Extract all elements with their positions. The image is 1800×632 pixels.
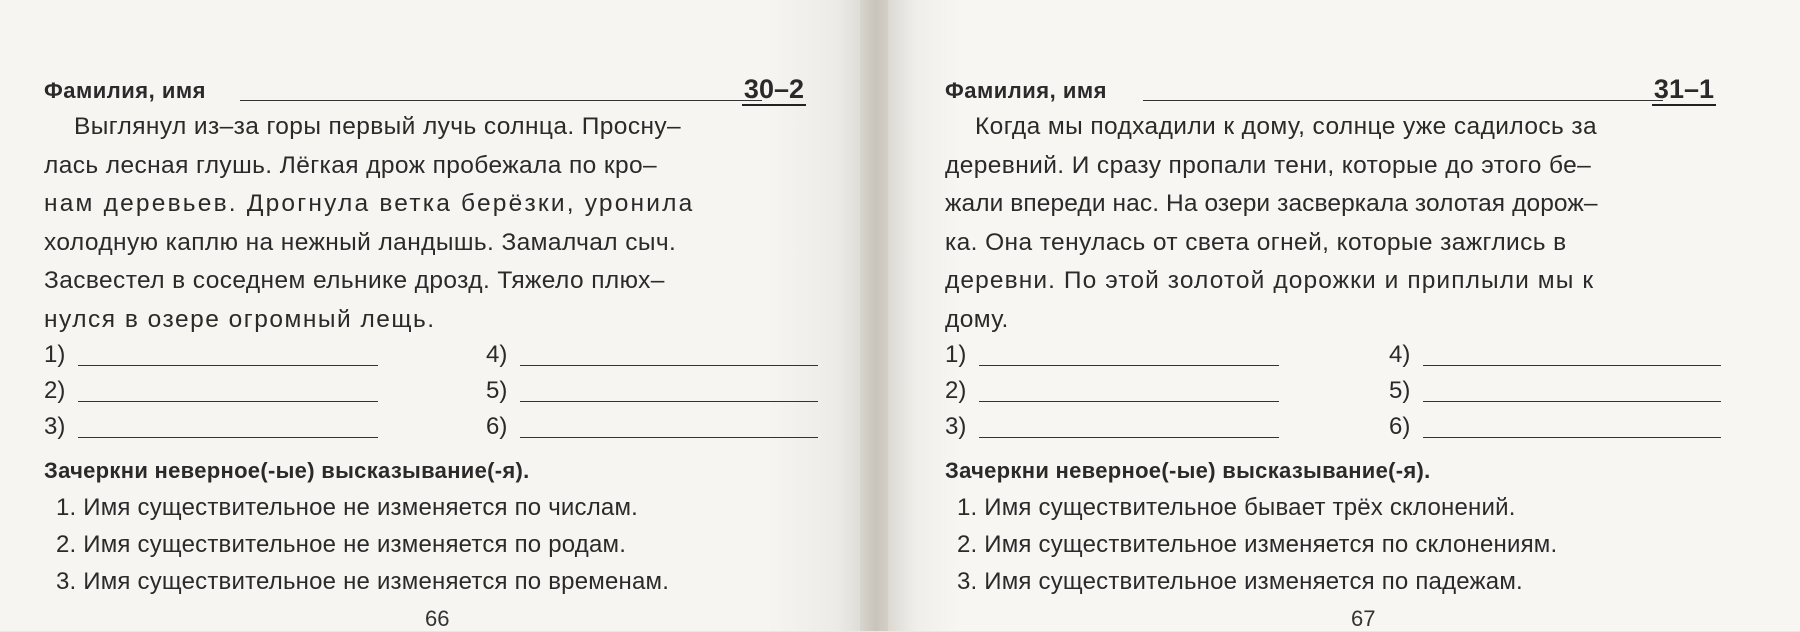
answer-blank[interactable]: 6) <box>1389 413 1421 447</box>
page-number: 67 <box>1351 606 1376 631</box>
text-line: Когда мы подхадили к дому, солнце уже садилось за <box>975 113 1598 140</box>
text-line: деревни. По этой золотой дорожки и приплыли мы к <box>945 267 1595 294</box>
answer-blank[interactable]: 2) <box>945 377 977 411</box>
answer-blank[interactable]: 6) <box>486 413 518 447</box>
right-header <box>945 72 1730 108</box>
statements-list <box>945 489 1730 600</box>
statement-item[interactable]: 3. Имя существительное не изменяется по временам. <box>56 568 670 595</box>
answer-blank[interactable]: 4) <box>1389 341 1421 375</box>
answer-blank[interactable]: 5) <box>1389 377 1421 411</box>
page-number: 66 <box>425 606 450 631</box>
text-line: Выглянул из–за горы первый лучь солнца. Просну– <box>74 113 682 140</box>
answer-blank[interactable]: 3) <box>44 413 76 447</box>
left-header <box>44 72 824 108</box>
text-line: нам деревьев. Дрогнула ветка берёзки, уронила <box>44 190 695 217</box>
statement-item[interactable]: 2. Имя существительное не изменяется по родам. <box>56 531 627 558</box>
left-content <box>44 72 824 600</box>
text-line: нулся в озере огромный лещь. <box>44 305 436 333</box>
answer-blanks <box>44 341 824 451</box>
name-label: Фамилия, имя <box>44 78 207 103</box>
name-line <box>1143 100 1663 101</box>
answer-blank[interactable]: 2) <box>44 377 76 411</box>
statement-item[interactable]: 1. Имя существительное бывает трёх склонений. <box>957 494 1516 521</box>
statement-item[interactable]: 2. Имя существительное изменяется по склонениям. <box>957 531 1558 558</box>
name-label: Фамилия, имя <box>945 78 1108 103</box>
text-line: жали впереди нас. На озери засверкала золотая дорож– <box>945 190 1598 217</box>
exercise-number: 31–1 <box>1653 74 1714 104</box>
task-title: Зачеркни неверное(-ые) высказывание(-я). <box>44 458 530 483</box>
answer-blank[interactable]: 1) <box>945 341 977 375</box>
task-title: Зачеркни неверное(-ые) высказывание(-я). <box>945 458 1431 483</box>
answer-blank[interactable]: 1) <box>44 341 76 375</box>
answer-blank[interactable]: 5) <box>486 377 518 411</box>
text-line: дому. <box>945 305 1009 333</box>
statement-item[interactable]: 3. Имя существительное изменяется по падежам. <box>957 568 1523 595</box>
text-line: холодную каплю на нежный ландышь. Замалчал сыч. <box>44 228 677 256</box>
exercise-number: 30–2 <box>743 74 804 104</box>
text-line: лась лесная глушь. Лёгкая дрож пробежала по кро– <box>44 151 658 179</box>
text-line: Засвестел в соседнем ельнике дрозд. Тяжело плюх– <box>44 267 665 294</box>
statement-item[interactable]: 1. Имя существительное не изменяется по числам. <box>56 494 639 521</box>
answer-blanks <box>945 341 1730 451</box>
statements-list <box>44 489 824 600</box>
right-content <box>945 72 1730 600</box>
answer-blank[interactable]: 3) <box>945 413 977 447</box>
dictation-text <box>44 108 824 339</box>
dictation-text <box>945 108 1730 339</box>
left-page <box>0 0 872 631</box>
answer-blank[interactable]: 4) <box>486 341 518 375</box>
name-line <box>240 100 762 101</box>
text-line: ка. Она тенулась от света огней, которые зажглись в <box>945 228 1567 256</box>
right-page <box>888 0 1800 631</box>
text-line: деревний. И сразу пропали тени, которые до этого бе– <box>945 151 1592 179</box>
